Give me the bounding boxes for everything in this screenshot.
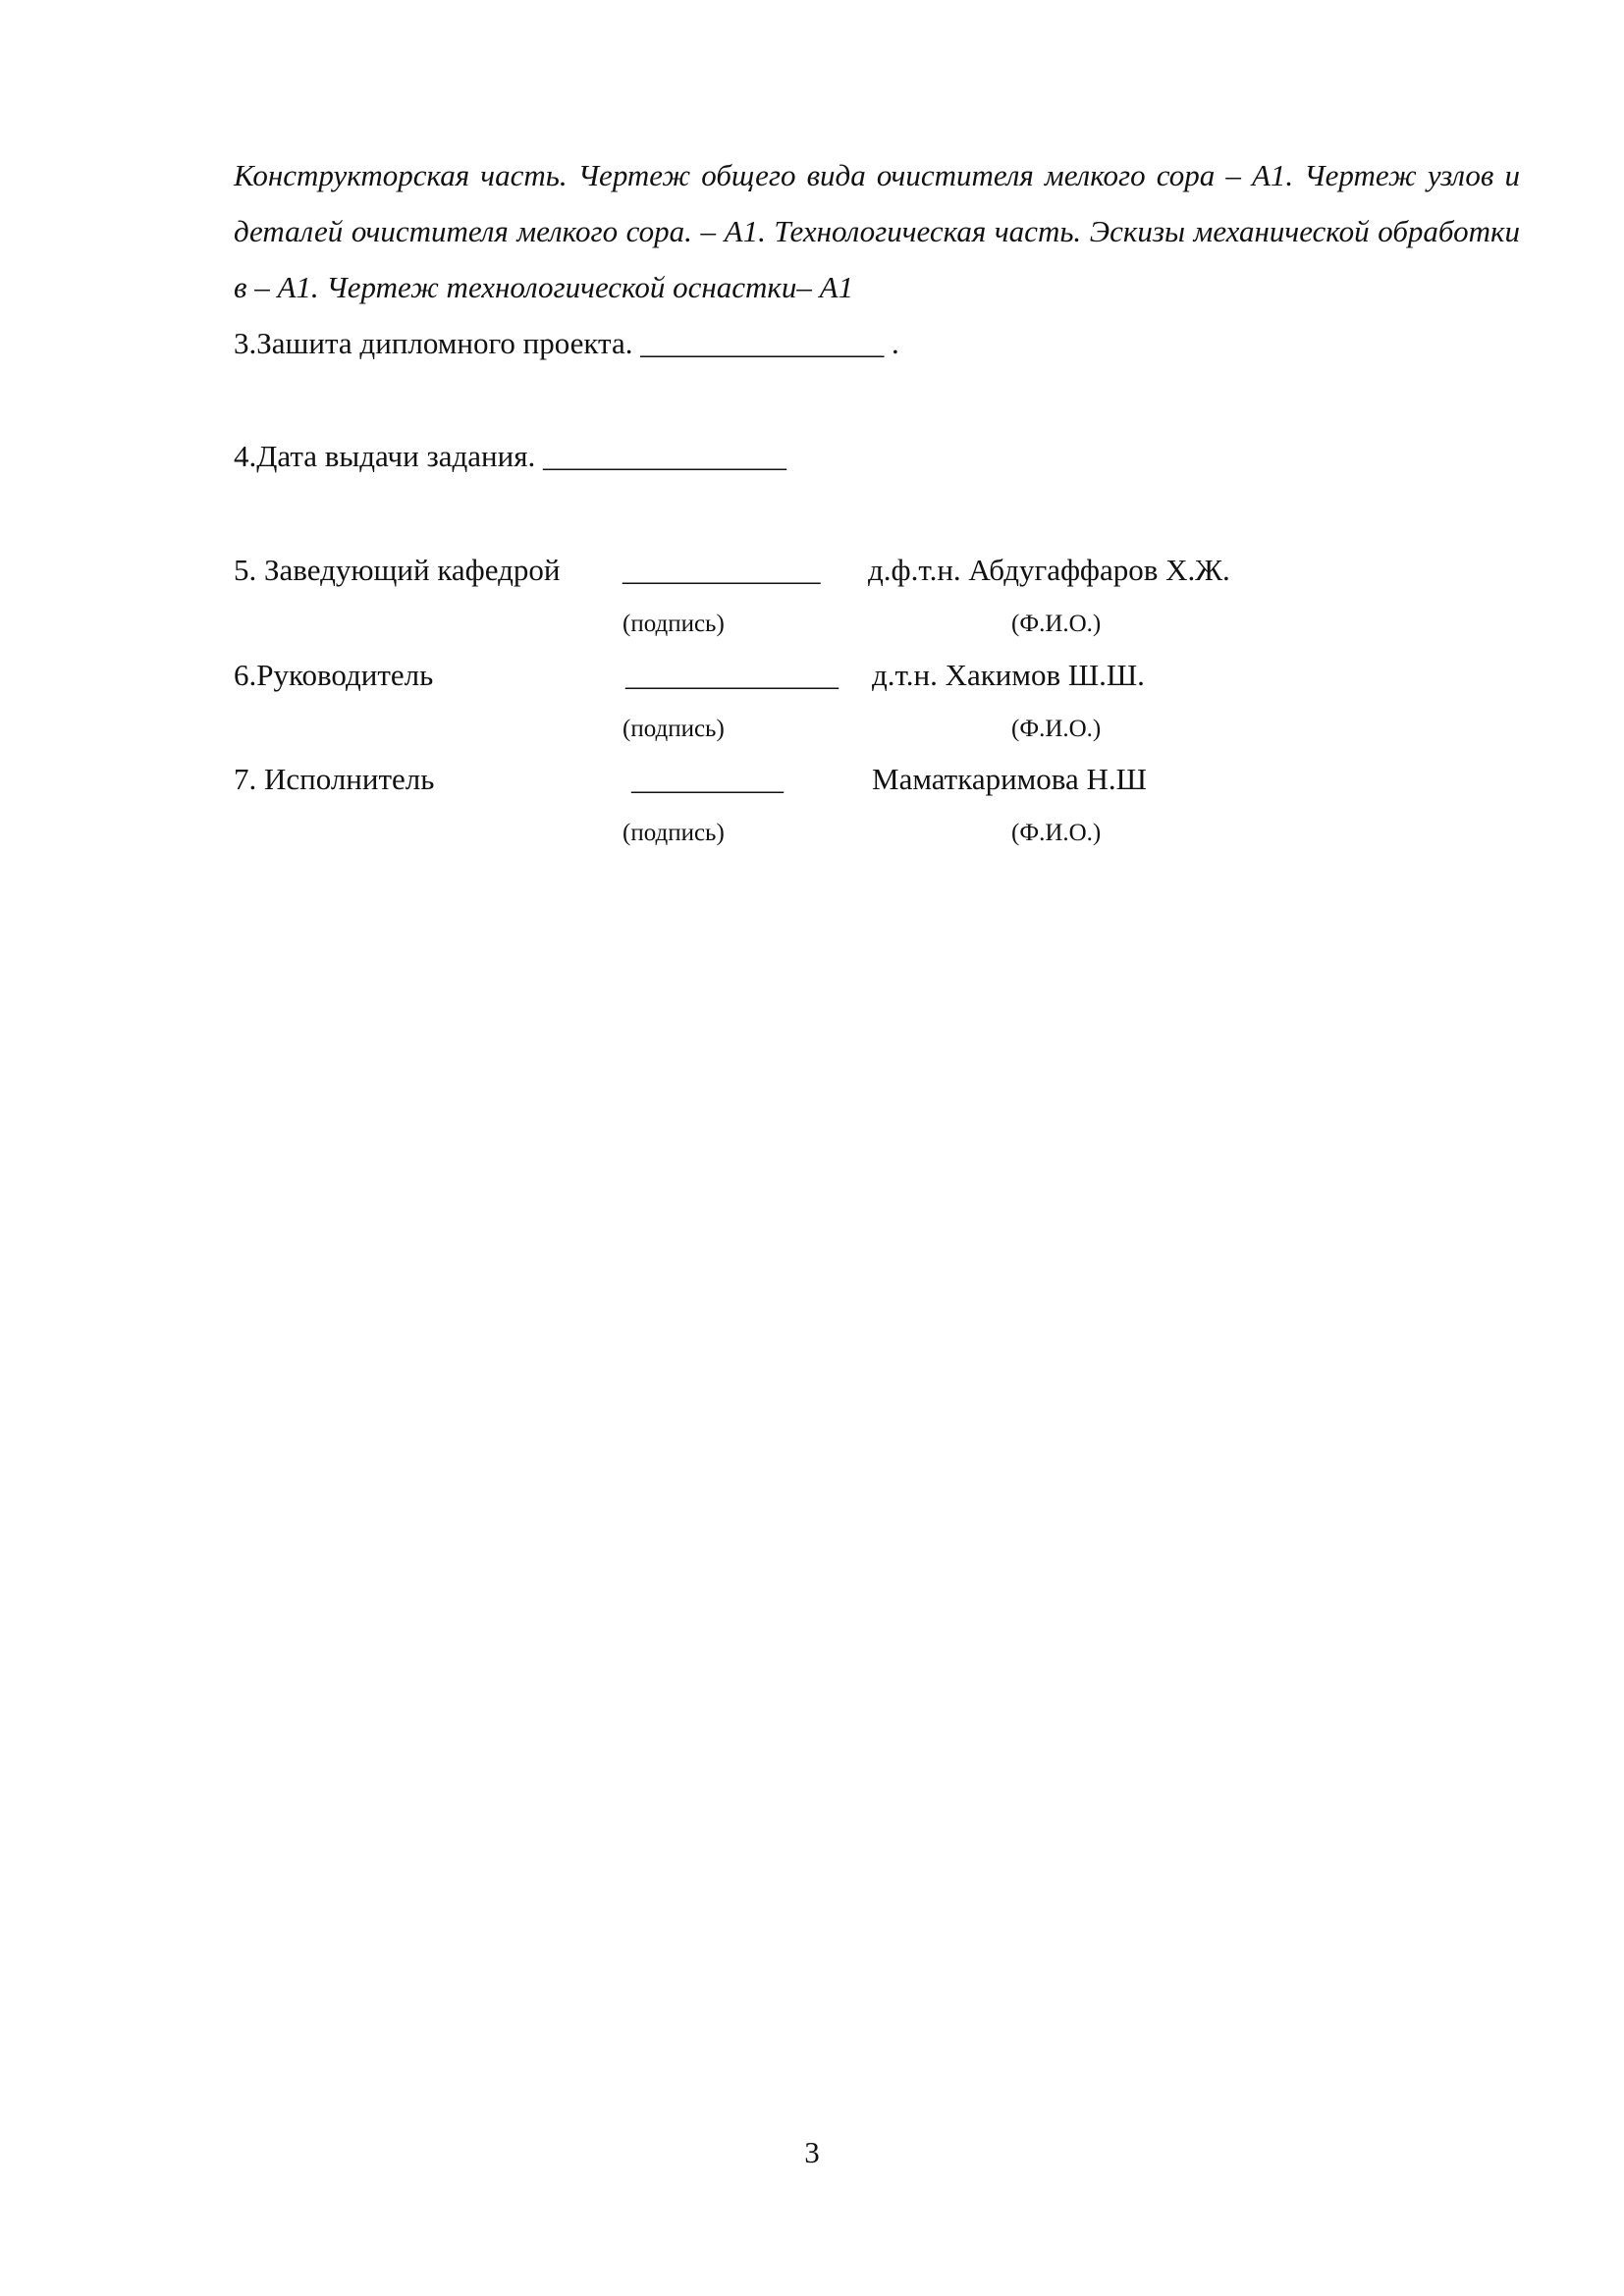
item3-suffix: . (891, 326, 899, 360)
sign-caption-supervisor: (подпись) (623, 716, 725, 742)
item3-blank: ________________ (640, 326, 885, 360)
item4-blank: ________________ (542, 439, 786, 473)
signature-blank-head: _____________ (623, 553, 821, 587)
signature-name-head: д.ф.т.н. Абдугаффаров Х.Ж. (868, 553, 1230, 587)
signature-name-supervisor: д.т.н. Хакимов Ш.Ш. (872, 658, 1145, 692)
signature-label-executor: 7. Исполнитель (234, 762, 435, 796)
item4-text: 4.Дата выдачи задания. (234, 439, 536, 473)
name-caption-executor: (Ф.И.О.) (1011, 820, 1102, 846)
sign-caption-head: (подпись) (623, 611, 725, 637)
item4-line (234, 439, 786, 474)
page-number: 3 (804, 2135, 820, 2169)
item3-line (234, 326, 899, 361)
item3-text: 3.Зашита дипломного проекта. (234, 326, 633, 360)
name-caption-supervisor: (Ф.И.О.) (1011, 716, 1102, 742)
signature-label-head: 5. Заведующий кафедрой (234, 553, 561, 587)
name-caption-head: (Ф.И.О.) (1011, 611, 1102, 637)
signature-label-supervisor: 6.Руководитель (234, 658, 434, 692)
signature-blank-executor: __________ (631, 762, 784, 796)
sign-caption-executor: (подпись) (623, 820, 725, 846)
intro-paragraph: Конструкторская часть. Чертеж общего вида очистителя мелкого сора – А1. Чертеж узлов и деталей очистителя мелкого сора. – А1. Технологическая часть. Эскизы механической обработки в – А1. Чертеж технологической оснастки– А1 (234, 158, 1520, 304)
signature-name-executor: Маматкаримова Н.Ш (872, 762, 1147, 796)
signature-blank-supervisor: ______________ (625, 658, 839, 692)
